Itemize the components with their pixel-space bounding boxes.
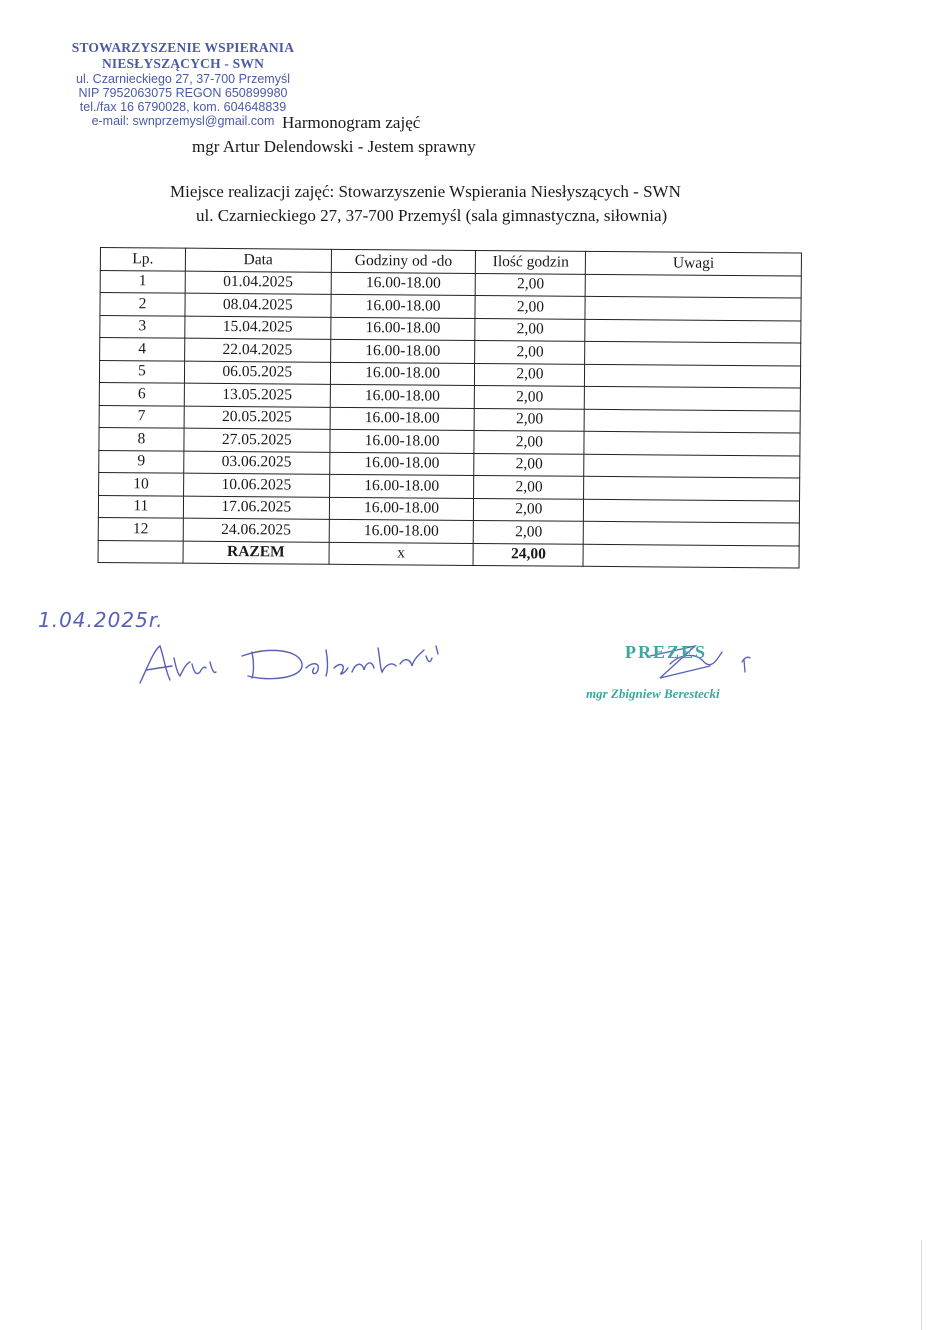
cell-hours-count: 2,00 <box>474 520 584 543</box>
cell-lp: 11 <box>98 495 183 518</box>
cell-hours-range: 16.00-18.00 <box>330 362 475 386</box>
cell-notes <box>585 274 801 298</box>
cell-date: 13.05.2025 <box>184 383 330 407</box>
cell-notes <box>585 386 801 410</box>
cell-notes <box>584 454 800 478</box>
cell-date: 01.04.2025 <box>185 271 331 295</box>
total-notes <box>583 544 799 568</box>
cell-hours-range: 16.00-18.00 <box>329 452 474 476</box>
total-hours: 24,00 <box>473 543 583 566</box>
cell-hours-count: 2,00 <box>476 273 586 296</box>
stamp-org-line1: STOWARZYSZENIE WSPIERANIA <box>71 40 295 55</box>
cell-notes <box>584 431 800 455</box>
organization-stamp <box>48 40 318 128</box>
cell-notes <box>585 319 801 343</box>
cell-hours-range: 16.00-18.00 <box>329 474 474 498</box>
cell-hours-count: 2,00 <box>474 475 584 498</box>
place-line-2: ul. Czarnieckiego 27, 37-700 Przemyśl (sala gimnastyczna, siłownia) <box>196 206 668 225</box>
cell-hours-range: 16.00-18.00 <box>329 519 474 543</box>
cell-hours-range: 16.00-18.00 <box>331 272 476 296</box>
cell-hours-range: 16.00-18.00 <box>329 497 474 521</box>
header-hours-range: Godziny od -do <box>331 249 476 273</box>
cell-notes <box>584 476 800 500</box>
cell-lp: 7 <box>99 405 184 428</box>
cell-lp: 6 <box>99 382 184 405</box>
cell-date: 03.06.2025 <box>184 451 330 475</box>
document-title: Harmonogram zajęć <box>282 113 421 132</box>
stamp-address: ul. Czarnieckiego 27, 37-700 Przemyśl <box>76 72 290 86</box>
cell-date: 06.05.2025 <box>184 361 330 385</box>
cell-notes <box>585 364 801 388</box>
stamp-org-line2: NIESŁYSZĄCYCH - SWN <box>101 56 265 71</box>
cell-notes <box>584 409 800 433</box>
cell-hours-count: 2,00 <box>474 430 584 453</box>
cell-lp: 9 <box>99 450 184 473</box>
cell-hours-count: 2,00 <box>475 340 585 363</box>
cell-notes <box>584 499 800 523</box>
document-subtitle: mgr Artur Delendowski - Jestem sprawny <box>192 137 476 156</box>
cell-date: 24.06.2025 <box>183 518 329 542</box>
cell-hours-range: 16.00-18.00 <box>330 384 475 408</box>
cell-date: 17.06.2025 <box>183 496 329 520</box>
cell-hours-count: 2,00 <box>475 363 585 386</box>
cell-date: 10.06.2025 <box>183 473 329 497</box>
cell-lp: 8 <box>99 427 184 450</box>
cell-notes <box>584 521 800 545</box>
cell-hours-count: 2,00 <box>475 385 585 408</box>
cell-hours-count: 2,00 <box>475 408 585 431</box>
cell-hours-range: 16.00-18.00 <box>330 407 475 431</box>
total-row <box>98 540 799 568</box>
total-cell-lp <box>98 540 183 563</box>
cell-date: 15.04.2025 <box>185 316 331 340</box>
place-line-1: Miejsce realizacji zajęć: Stowarzyszenie Wspierania Niesłyszących - SWN <box>170 182 681 201</box>
cell-lp: 5 <box>99 360 184 383</box>
cell-hours-range: 16.00-18.00 <box>330 317 475 341</box>
cell-hours-count: 2,00 <box>474 453 584 476</box>
cell-hours-range: 16.00-18.00 <box>330 339 475 363</box>
cell-hours-range: 16.00-18.00 <box>330 429 475 453</box>
cell-notes <box>585 341 801 365</box>
cell-date: 22.04.2025 <box>184 338 330 362</box>
cell-lp: 3 <box>100 315 185 338</box>
cell-hours-range: 16.00-18.00 <box>331 294 476 318</box>
cell-lp: 10 <box>99 472 184 495</box>
cell-date: 20.05.2025 <box>184 406 330 430</box>
cell-notes <box>585 296 801 320</box>
cell-hours-count: 2,00 <box>475 318 585 341</box>
cell-lp: 2 <box>100 293 185 316</box>
cell-hours-count: 2,00 <box>474 498 584 521</box>
cell-lp: 12 <box>98 517 183 540</box>
header-notes: Uwagi <box>586 251 802 275</box>
scan-edge-line <box>921 1240 922 1330</box>
prezes-stamp-title: PREZES <box>625 642 708 662</box>
cell-lp: 4 <box>100 338 185 361</box>
header-lp: Lp. <box>100 248 185 271</box>
stamp-phone: tel./fax 16 6790028, kom. 604648839 <box>79 100 287 114</box>
header-date: Data <box>185 248 331 272</box>
prezes-stamp-name: mgr Zbigniew Berestecki <box>586 686 720 701</box>
cell-date: 08.04.2025 <box>185 293 331 317</box>
stamp-email: e-mail: swnprzemysl@gmail.com <box>91 114 275 128</box>
header-hours-count: Ilość godzin <box>476 250 586 273</box>
stamp-nip-regon: NIP 7952063075 REGON 650899980 <box>78 86 288 100</box>
cell-date: 27.05.2025 <box>184 428 330 452</box>
handwritten-date: 1.04.2025r. <box>38 608 164 632</box>
total-hours-range: x <box>329 542 474 566</box>
schedule-table <box>98 247 802 569</box>
signature-artur-delendowski <box>130 628 460 698</box>
cell-lp: 1 <box>100 270 185 293</box>
cell-hours-count: 2,00 <box>475 295 585 318</box>
total-label: RAZEM <box>183 541 329 565</box>
